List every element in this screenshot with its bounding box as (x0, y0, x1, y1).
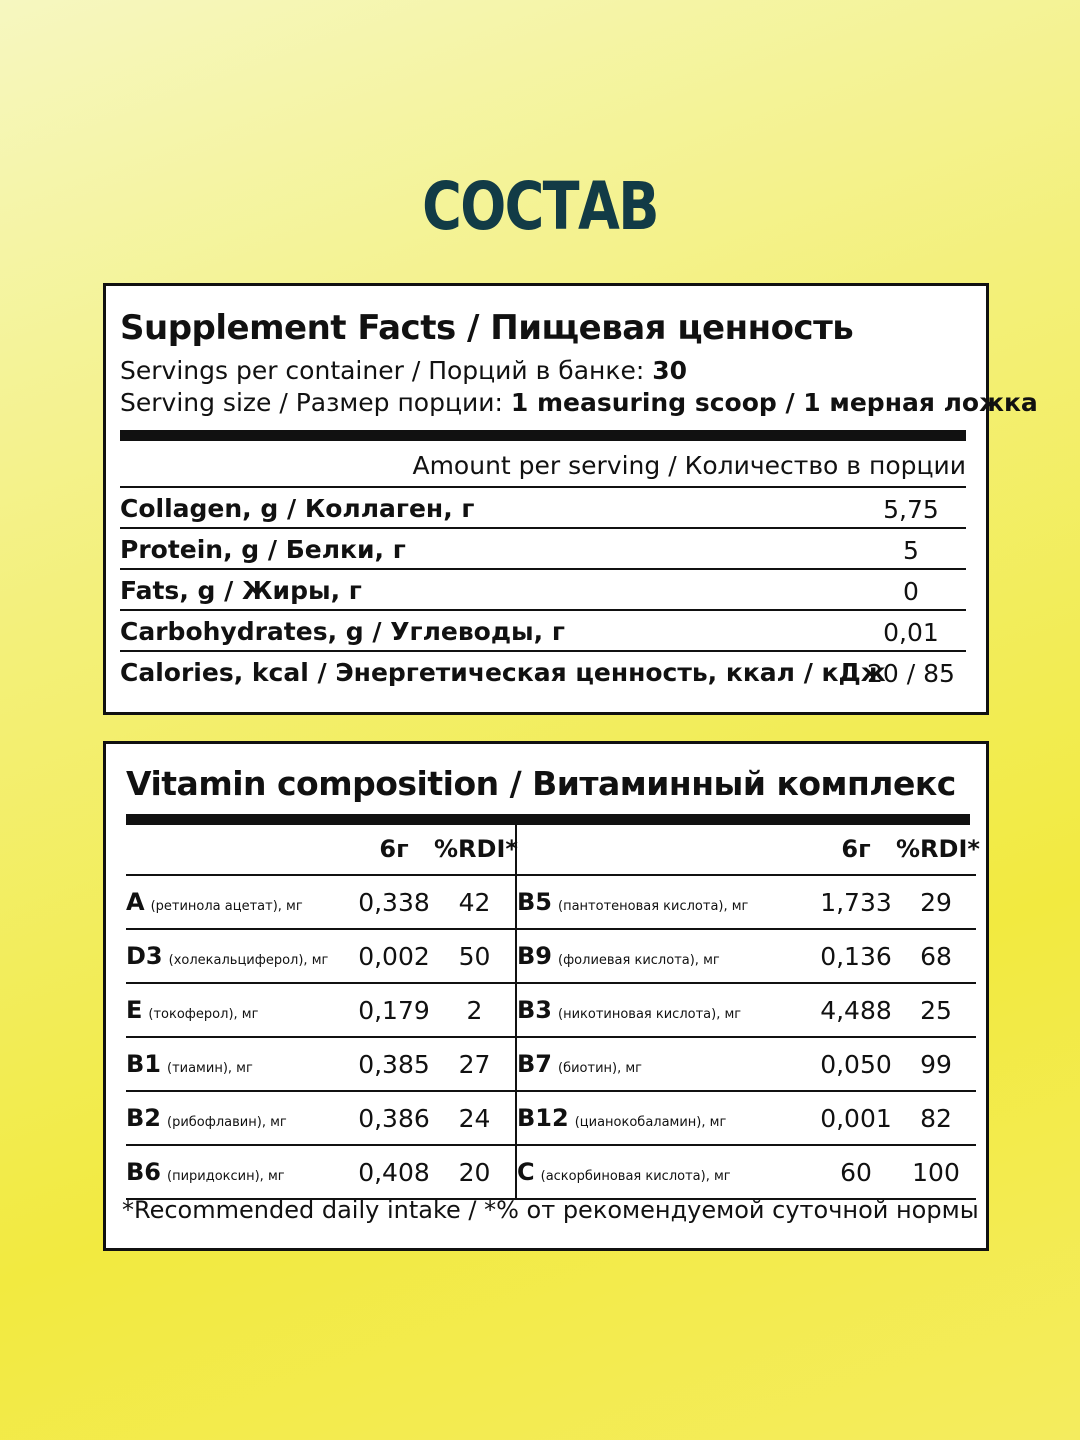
vitamin-table (126, 824, 980, 1200)
nutrition-row (120, 609, 966, 651)
vitamin-name-cell (516, 1037, 816, 1091)
vitamin-rdi: 2 (434, 983, 516, 1037)
column-header-amount: 6г (354, 824, 434, 875)
nutrition-value: 20 / 85 (867, 659, 955, 688)
vitamin-name: B7 (517, 1050, 552, 1078)
nutrition-value: 0,01 (883, 618, 939, 647)
table-row (126, 1091, 976, 1145)
nutrition-label: Protein, g / Белки, г (120, 535, 406, 564)
vitamin-desc: (токоферол), мг (148, 1007, 259, 1022)
table-row (126, 929, 976, 983)
vitamin-rdi: 25 (896, 983, 976, 1037)
supplement-facts-panel (103, 283, 1038, 715)
vitamin-name-cell (516, 983, 816, 1037)
vitamin-name: B1 (126, 1050, 161, 1078)
vitamin-name-cell (126, 983, 354, 1037)
rdi-footnote: *Recommended daily intake / *% от рекомендуемой суточной нормы (122, 1196, 979, 1224)
vitamin-rdi: 68 (896, 929, 976, 983)
vitamin-amount: 0,386 (354, 1091, 434, 1145)
nutrition-row (120, 486, 966, 528)
table-row (126, 1145, 976, 1199)
vitamin-desc: (фолиевая кислота), мг (558, 953, 720, 968)
vitamin-desc: (холекальциферол), мг (168, 953, 329, 968)
servings-value: 30 (652, 356, 688, 385)
vitamin-composition-panel (103, 741, 989, 1251)
divider (120, 430, 966, 441)
vitamin-desc: (аскорбиновая кислота), мг (540, 1169, 731, 1184)
vitamin-desc: (пантотеновая кислота), мг (558, 899, 749, 914)
vitamin-name-cell (126, 875, 354, 929)
vitamin-name: B9 (517, 942, 552, 970)
vitamin-amount: 0,385 (354, 1037, 434, 1091)
vitamin-name: D3 (126, 942, 163, 970)
vitamin-desc: (тиамин), мг (167, 1061, 253, 1076)
vitamin-rdi: 99 (896, 1037, 976, 1091)
vitamin-amount: 0,050 (816, 1037, 896, 1091)
vitamin-name-cell (516, 875, 816, 929)
vitamin-amount: 0,001 (816, 1091, 896, 1145)
nutrition-value: 5 (903, 536, 919, 565)
vitamin-amount: 0,338 (354, 875, 434, 929)
vitamin-name-cell (516, 929, 816, 983)
serving-size-value: 1 measuring scoop / 1 мерная ложка (510, 388, 1038, 417)
vitamin-amount: 1,733 (816, 875, 896, 929)
vitamin-desc: (рибофлавин), мг (167, 1115, 287, 1130)
vitamin-rdi: 82 (896, 1091, 976, 1145)
nutrition-label: Collagen, g / Коллаген, г (120, 494, 475, 523)
vitamin-amount: 4,488 (816, 983, 896, 1037)
vitamin-name: B5 (517, 888, 552, 916)
vitamin-name-cell (126, 929, 354, 983)
vitamin-rdi: 20 (434, 1145, 516, 1199)
nutrition-label: Fats, g / Жиры, г (120, 576, 362, 605)
vitamin-table-header (126, 824, 976, 875)
vitamin-amount: 60 (816, 1145, 896, 1199)
vitamin-name: B6 (126, 1158, 161, 1186)
vitamin-name: B3 (517, 996, 552, 1024)
vitamin-name-cell (126, 1091, 354, 1145)
nutrition-row (120, 568, 966, 610)
table-row (126, 983, 976, 1037)
vitamin-composition-heading: Vitamin composition / Витаминный комплекс (126, 764, 956, 803)
nutrition-label: Calories, kcal / Энергетическая ценность, ккал / кДж (120, 658, 886, 687)
vitamin-amount: 0,002 (354, 929, 434, 983)
serving-size (120, 388, 1038, 417)
vitamin-name-cell (126, 1037, 354, 1091)
servings-per-container (120, 356, 687, 385)
table-row (126, 875, 976, 929)
vitamin-amount: 0,179 (354, 983, 434, 1037)
vitamin-rdi: 100 (896, 1145, 976, 1199)
vitamin-rdi: 42 (434, 875, 516, 929)
nutrition-value: 5,75 (883, 495, 939, 524)
column-header-rdi: %RDI* (896, 824, 976, 875)
page-title: СОСТАВ (422, 168, 658, 245)
vitamin-rdi: 29 (896, 875, 976, 929)
supplement-facts-heading: Supplement Facts / Пищевая ценность (120, 308, 854, 348)
serving-size-label: Serving size / Размер порции: (120, 388, 503, 417)
table-row (126, 1037, 976, 1091)
vitamin-name-cell (516, 1145, 816, 1199)
vitamin-name: A (126, 888, 145, 916)
vitamin-name-cell (126, 1145, 354, 1199)
vitamin-name-cell (516, 1091, 816, 1145)
column-header-amount: 6г (816, 824, 896, 875)
nutrition-label: Carbohydrates, g / Углеводы, г (120, 617, 565, 646)
nutrition-value: 0 (903, 577, 919, 606)
servings-label: Servings per container / Порций в банке: (120, 356, 645, 385)
vitamin-amount: 0,408 (354, 1145, 434, 1199)
vitamin-rdi: 50 (434, 929, 516, 983)
nutrition-row (120, 527, 966, 569)
vitamin-name: E (126, 996, 143, 1024)
vitamin-desc: (пиридоксин), мг (167, 1169, 285, 1184)
vitamin-desc: (цианокобаламин), мг (574, 1115, 727, 1130)
vitamin-name: C (517, 1158, 535, 1186)
nutrition-row (120, 650, 966, 692)
vitamin-desc: (никотиновая кислота), мг (558, 1007, 742, 1022)
amount-per-serving-header: Amount per serving / Количество в порции (412, 451, 966, 480)
vitamin-desc: (ретинола ацетат), мг (150, 899, 303, 914)
vitamin-amount: 0,136 (816, 929, 896, 983)
vitamin-name: B12 (517, 1104, 569, 1132)
vitamin-rdi: 24 (434, 1091, 516, 1145)
vitamin-desc: (биотин), мг (558, 1061, 642, 1076)
vitamin-name: B2 (126, 1104, 161, 1132)
vitamin-rdi: 27 (434, 1037, 516, 1091)
column-header-rdi: %RDI* (434, 824, 516, 875)
